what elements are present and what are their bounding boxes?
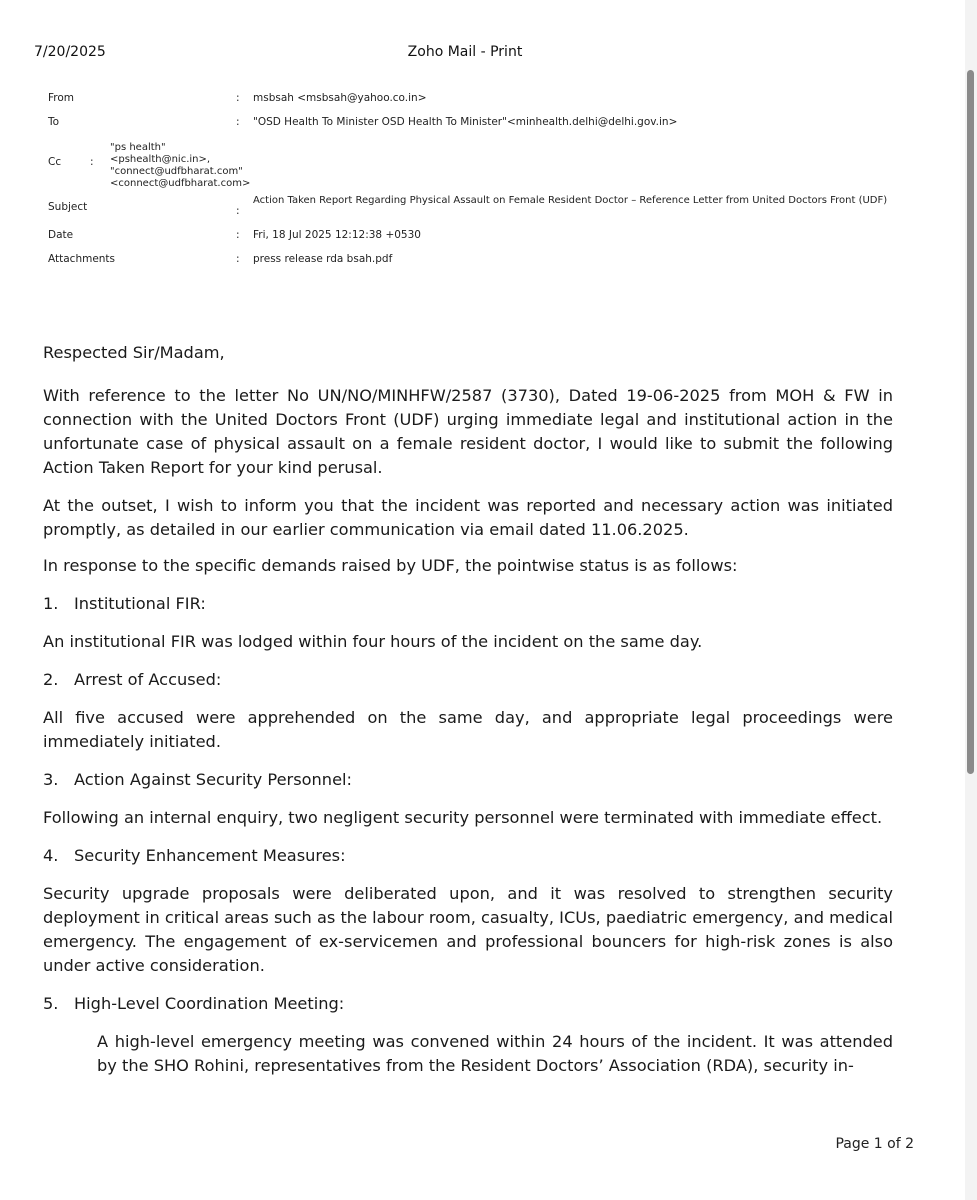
scrollbar-thumb[interactable] <box>967 70 974 774</box>
meta-row-attachments <box>48 253 928 277</box>
attachments-label: Attachments <box>48 253 116 265</box>
email-body <box>43 341 893 1078</box>
cc-line: "connect@udfbharat.com" <box>110 166 243 177</box>
item-heading <box>43 992 893 1016</box>
subject-value: Action Taken Report Regarding Physical Assault on Female Resident Doctor – Reference Letter from United Doctors Front (UDF) <box>253 195 888 206</box>
print-header <box>0 44 977 64</box>
page-number: Page 1 of 2 <box>835 1136 914 1152</box>
meta-colon: : <box>90 156 94 168</box>
item-text: Following an internal enquiry, two negligent security personnel were terminated with immediate effect. <box>43 808 883 827</box>
from-value: msbsah <msbsah@yahoo.co.in> <box>253 92 427 104</box>
meta-colon: : <box>236 253 240 265</box>
paragraph-outset: At the outset, I wish to inform you that the incident was reported and necessary action was initiated promptly, as detailed in our earlier communication via email dated 11.06.2025. <box>43 496 893 539</box>
paragraph-reference: With reference to the letter No UN/NO/MINHFW/2587 (3730), Dated 19-06-2025 from MOH & FW in connection with the United Doctors Front (UDF) urging immediate legal and institutional action in the unfortunate case of physical assault on a female resident doctor, I would like to submit the following Action Taken Report for your kind perusal. <box>43 386 893 477</box>
meta-row-date <box>48 229 928 253</box>
meta-row-from <box>48 92 928 116</box>
paragraph-response: In response to the specific demands raised by UDF, the pointwise status is as follows: <box>43 556 738 575</box>
item-number: 2. <box>43 670 59 689</box>
attachment-link[interactable]: press release rda bsah.pdf <box>253 253 393 265</box>
item-number: 5. <box>43 994 59 1013</box>
item-number: 4. <box>43 846 59 865</box>
subject-label: Subject <box>48 201 88 213</box>
item-title: High-Level Coordination Meeting: <box>74 994 345 1013</box>
item-text: Security upgrade proposals were deliberated upon, and it was resolved to strengthen security deployment in critical areas such as the labour room, casualty, ICUs, paediatric emergency, and medical emergency. The engagement of ex-servicemen and professional bouncers for high-risk zones is also under active consideration. <box>43 884 893 975</box>
cc-line: <pshealth@nic.in>, <box>110 154 211 165</box>
print-date: 7/20/2025 <box>34 44 106 60</box>
from-label: From <box>48 92 75 104</box>
item-heading <box>43 668 893 692</box>
meta-row-to <box>48 116 928 142</box>
item-text: All five accused were apprehended on the same day, and appropriate legal proceedings were immediately initiated. <box>43 708 893 751</box>
to-value: "OSD Health To Minister OSD Health To Minister"<minhealth.delhi@delhi.gov.in> <box>253 116 678 128</box>
date-value: Fri, 18 Jul 2025 12:12:38 +0530 <box>253 229 421 241</box>
print-title: Zoho Mail - Print <box>407 44 523 60</box>
cc-value <box>110 142 310 190</box>
date-label: Date <box>48 229 74 241</box>
meta-row-subject <box>48 195 928 229</box>
item-heading <box>43 844 893 868</box>
item-number: 3. <box>43 770 59 789</box>
email-meta <box>48 92 928 277</box>
item-heading <box>43 768 893 792</box>
cc-label: Cc <box>48 156 62 168</box>
item-title: Institutional FIR: <box>74 594 206 613</box>
item-text: An institutional FIR was lodged within four hours of the incident on the same day. <box>43 632 703 651</box>
vertical-scrollbar[interactable] <box>965 0 977 1200</box>
item-number: 1. <box>43 594 59 613</box>
item-heading <box>43 592 893 616</box>
cc-line: <connect@udfbharat.com> <box>110 178 251 189</box>
salutation: Respected Sir/Madam, <box>43 343 225 362</box>
meta-colon: : <box>236 205 240 217</box>
item-text: A high-level emergency meeting was convened within 24 hours of the incident. It was attended by the SHO Rohini, representatives from the Resident Doctors’ Association (RDA), security in- <box>97 1032 893 1075</box>
meta-colon: : <box>236 92 240 104</box>
item-title: Action Against Security Personnel: <box>74 770 352 789</box>
item-title: Arrest of Accused: <box>74 670 222 689</box>
cc-line: "ps health" <box>110 142 166 153</box>
item-title: Security Enhancement Measures: <box>74 846 346 865</box>
meta-colon: : <box>236 116 240 128</box>
meta-colon: : <box>236 229 240 241</box>
to-label: To <box>48 116 60 128</box>
meta-row-cc <box>48 142 928 195</box>
